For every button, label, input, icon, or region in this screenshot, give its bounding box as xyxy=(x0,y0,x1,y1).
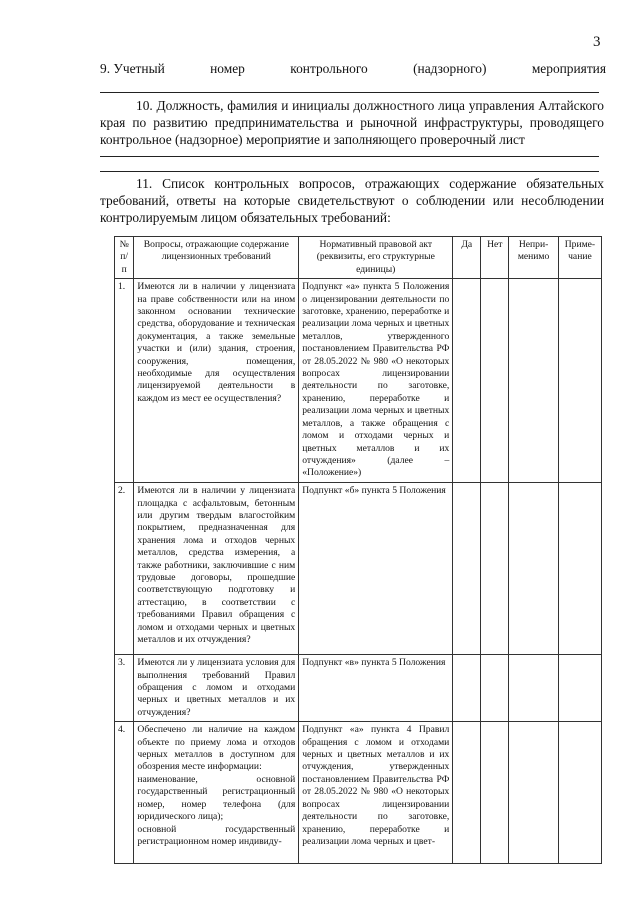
answer-not-applicable-cell[interactable] xyxy=(509,483,559,655)
header-question: Вопросы, отражающие содержание лицензионных требований xyxy=(134,237,299,279)
answer-no-cell[interactable] xyxy=(481,655,509,722)
row-number: 3. xyxy=(115,655,134,722)
page-number: 3 xyxy=(593,34,601,50)
item-9-word: мероприятия xyxy=(531,61,606,76)
answer-no-cell[interactable] xyxy=(481,483,509,655)
row-question: Имеются ли в наличии у лицензиата на праве собственности или на ином законном основании технические средства, оборудование и техническая документация, а также земельные участки и (или) здания, строения, сооружения, помещения, необходимые для осуществления лицензируемой деятельности в каждом из мест ее осуществления? xyxy=(134,279,299,483)
answer-yes-cell[interactable] xyxy=(453,483,481,655)
note-cell[interactable] xyxy=(558,655,601,722)
answer-no-cell[interactable] xyxy=(481,722,509,864)
row-legal-act: Подпункт «а» пункта 4 Правил обращения с ломом и отходами черных и цветных металлов и их отчуждения, утвержденных постановлением Правительства РФ от 28.05.2022 № 980 «О некоторых вопросах лицензировании деятельности по заготовке, хранению, переработке и реализации лома черных и цвет- xyxy=(299,722,453,864)
answer-not-applicable-cell[interactable] xyxy=(509,655,559,722)
row-legal-act: Подпункт «б» пункта 5 Положения xyxy=(299,483,453,655)
answer-not-applicable-cell[interactable] xyxy=(509,722,559,864)
header-no: Нет xyxy=(481,237,509,279)
answer-yes-cell[interactable] xyxy=(453,655,481,722)
item-10-fill-line-2 xyxy=(100,171,599,172)
row-question: Имеются ли в наличии у лицензиата площадка с асфальтовым, бетонным или другим твердым влагостойким покрытием, предназначенная для хранения лома и отходов черных металлов, средства измерения, а также работники, заключившие с ним трудовые договоры, прошедшие соответствующую подготовку и аттестацию, в соответствии с требованиями Правил обращения с ломом и отходами черных и цветных металлов и их отчуждения? xyxy=(134,483,299,655)
row-number: 2. xyxy=(115,483,134,655)
item-11-paragraph: 11. Список контрольных вопросов, отражающих содержание обязательных требований, ответы на которые свидетельствуют о соблюдении или несоблюдении контролируемым лицом обязательных требований: xyxy=(100,176,604,225)
answer-no-cell[interactable] xyxy=(481,279,509,483)
note-cell[interactable] xyxy=(558,483,601,655)
row-number: 4. xyxy=(115,722,134,864)
header-not-applicable: Непри- менимо xyxy=(509,237,559,279)
answer-yes-cell[interactable] xyxy=(453,722,481,864)
table-row xyxy=(115,483,602,655)
row-question: Имеются ли у лицензиата условия для выполнения требований Правил обращения с ломом и отходами черных и цветных металлов и их отчуждения? xyxy=(134,655,299,722)
header-yes: Да xyxy=(453,237,481,279)
row-question: Обеспечено ли наличие на каждом объекте по приему лома и отходов черных металлов в доступном для обозрения месте информации: наименование, основной государственный регистрационный номер, номер телефона (для юридического лица); основной государственный регистрационном номер индивиду- xyxy=(134,722,299,864)
row-number: 1. xyxy=(115,279,134,483)
item-9-fill-line xyxy=(100,92,599,93)
table-row xyxy=(115,722,602,864)
item-9-word: 9. Учетный xyxy=(100,61,165,76)
table-header-row xyxy=(115,237,602,279)
header-legal-act: Нормативный правовой акт (реквизиты, его структурные единицы) xyxy=(299,237,453,279)
checklist-table xyxy=(114,236,602,864)
note-cell[interactable] xyxy=(558,722,601,864)
answer-yes-cell[interactable] xyxy=(453,279,481,483)
item-10-paragraph: 10. Должность, фамилия и инициалы должностного лица управления Алтайского края по развитию предпринимательства и рыночной инфраструктуры, проводящего контрольное (надзорное) мероприятие и заполняющего проверочный лист xyxy=(100,98,604,147)
table-row xyxy=(115,655,602,722)
item-9-word: контрольного xyxy=(290,61,368,76)
item-9-word: (надзорного) xyxy=(413,61,487,76)
header-note: Приме- чание xyxy=(558,237,601,279)
row-legal-act: Подпункт «а» пункта 5 Положения о лицензировании деятельности по заготовке, хранению, переработке и реализации лома черных и цветных металлов, утвержденного постановлением Правительства РФ от 28.05.2022 № 980 «О некоторых вопросах лицензировании деятельности по заготовке, хранению, переработке и реализации лома черных и цветных металлов, а также обращения с ломом и отходами черных и цветных металлов и их отчуждения» (далее – «Положение») xyxy=(299,279,453,483)
answer-not-applicable-cell[interactable] xyxy=(509,279,559,483)
item-9-word: номер xyxy=(210,61,245,76)
table-row xyxy=(115,279,602,483)
header-number: № п/п xyxy=(115,237,134,279)
item-9-accounting-number xyxy=(100,61,606,77)
note-cell[interactable] xyxy=(558,279,601,483)
row-legal-act: Подпункт «в» пункта 5 Положения xyxy=(299,655,453,722)
item-10-fill-line xyxy=(100,156,599,157)
